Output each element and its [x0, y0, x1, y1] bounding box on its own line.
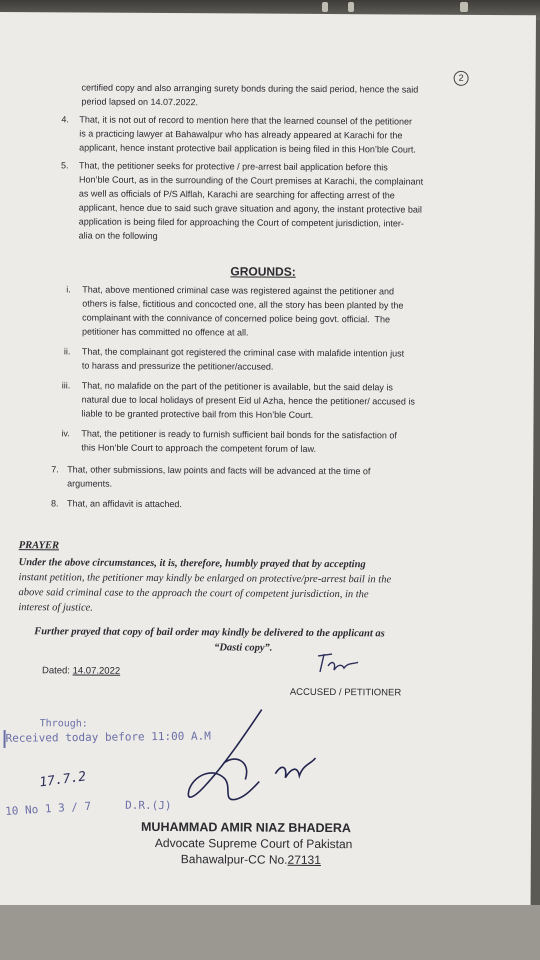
ground-number: i. — [66, 284, 71, 295]
para-4-line: is a practicing lawyer at Bahawalpur who has already appeared at Karachi for the — [79, 128, 403, 141]
stamp-dr: D.R.(J) — [125, 798, 172, 813]
advocate-title: Advocate Supreme Court of Pakistan — [154, 835, 353, 852]
para-4-number: 4. — [61, 114, 69, 125]
ground-line: this Hon’ble Court to approach the competent forum of law. — [81, 442, 317, 454]
para-continuation-line: period lapsed on 14.07.2022. — [81, 96, 199, 108]
stamp-handwritten-date: 17.7.2 — [38, 769, 88, 791]
document-page — [0, 12, 536, 915]
binder-clip — [460, 2, 468, 12]
ground-number: ii. — [63, 346, 71, 357]
further-prayer-line: “Dasti copy”. — [214, 642, 273, 654]
para-5-line: application is being filed for approaching the Court of competent jurisdiction, inter- — [78, 216, 404, 229]
ground-line: That, the complainant got registered the criminal case with malafide intention just — [81, 346, 405, 359]
para-8-line: That, an affidavit is attached. — [66, 498, 182, 510]
binder-clip — [348, 2, 354, 12]
para-5-line: applicant, hence due to said such grave situation and agony, the instant protective bail — [78, 202, 422, 215]
stamp-through: Through: — [39, 718, 88, 730]
para-5-line: as well as officials of P/S Alflah, Karachi are searching for affecting arrest of the — [78, 188, 395, 201]
para-5-line: Hon’ble Court, as in the surrounding of the Court premises at Karachi, the complainant — [78, 174, 424, 187]
ground-line: natural due to local holidays of present Eid ul Azha, hence the petitioner/ accused is — [81, 394, 415, 407]
ground-line: That, above mentioned criminal case was registered against the petitioner and — [82, 284, 395, 297]
ground-line: That, no malafide on the part of the petitioner is available, but the said delay is — [81, 380, 393, 393]
advocate-name: MUHAMMAD AMIR NIAZ BHADERA — [140, 819, 352, 836]
accused-petitioner-label: ACCUSED / PETITIONER — [289, 686, 402, 699]
prayer-line: instant petition, the petitioner may kindly be enlarged on protective/pre-arrest bail in the — [18, 572, 392, 586]
grounds-heading: GROUNDS: — [230, 264, 296, 279]
prayer-line: above said criminal case to the approach the court of competent jurisdiction, in the — [18, 587, 369, 601]
para-5-line: That, the petitioner seeks for protective / pre-arrest bail application before this — [79, 160, 388, 173]
para-7-line: arguments. — [67, 478, 113, 489]
para-4-line: That, it is not out of record to mention here that the learned counsel of the petitioner — [79, 114, 413, 127]
binder-clip — [322, 2, 328, 12]
further-prayer-line: Further prayed that copy of bail order may kindly be delivered to the applicant as — [34, 626, 385, 640]
dated-label: Dated: — [41, 665, 73, 677]
enrolment-prefix: Bahawalpur-CC No. — [180, 852, 288, 867]
stamp-received: Received today before 11:00 A.M — [5, 729, 211, 745]
dated-value: 14.07.2022 — [72, 665, 121, 677]
para-5-line: alia on the following — [78, 230, 158, 241]
ground-line: petitioner has committed no offence at all. — [82, 326, 249, 338]
para-continuation-line: certified copy and also arranging surety bonds during the said period, hence the said — [81, 82, 419, 95]
ground-number: iii. — [61, 380, 71, 391]
advocate-signature — [165, 703, 326, 814]
advocate-enrolment — [181, 851, 321, 868]
ground-line: to harass and pressurize the petitioner/accused. — [81, 360, 274, 372]
ground-line: complainant with the connivance of concerned police being govt. official. The — [82, 312, 391, 325]
para-8-number: 8. — [50, 498, 59, 509]
stamp-number: 10 No 1 3 / 7 — [4, 799, 92, 819]
dated-line — [42, 664, 120, 678]
background-desk-bottom — [0, 905, 540, 960]
ground-line: others is false, fictitious and concocted one, all the story has been planted by the — [82, 298, 404, 311]
prayer-heading: PRAYER — [18, 540, 60, 552]
enrolment-number: 27131 — [287, 852, 321, 867]
para-4-line: applicant, hence instant protective bail application is being filed in this Hon’ble Court. — [79, 142, 416, 155]
ground-line: liable to be granted protective bail from this Hon’ble Court. — [81, 408, 314, 420]
ground-line: That, the petitioner is ready to furnish sufficient bail bonds for the satisfaction of — [81, 428, 397, 441]
page-number: 2 — [454, 71, 469, 86]
para-5-number: 5. — [61, 160, 69, 171]
prayer-line: Under the above circumstances, it is, therefore, humbly prayed that by accepting — [18, 557, 366, 571]
stamp-border — [4, 730, 6, 748]
para-7-number: 7. — [51, 464, 59, 475]
prayer-line: interest of justice. — [18, 602, 93, 614]
ground-number: iv. — [61, 428, 70, 439]
para-7-line: That, other submissions, law points and facts will be advanced at the time of — [67, 464, 371, 477]
petitioner-signature — [314, 650, 362, 678]
